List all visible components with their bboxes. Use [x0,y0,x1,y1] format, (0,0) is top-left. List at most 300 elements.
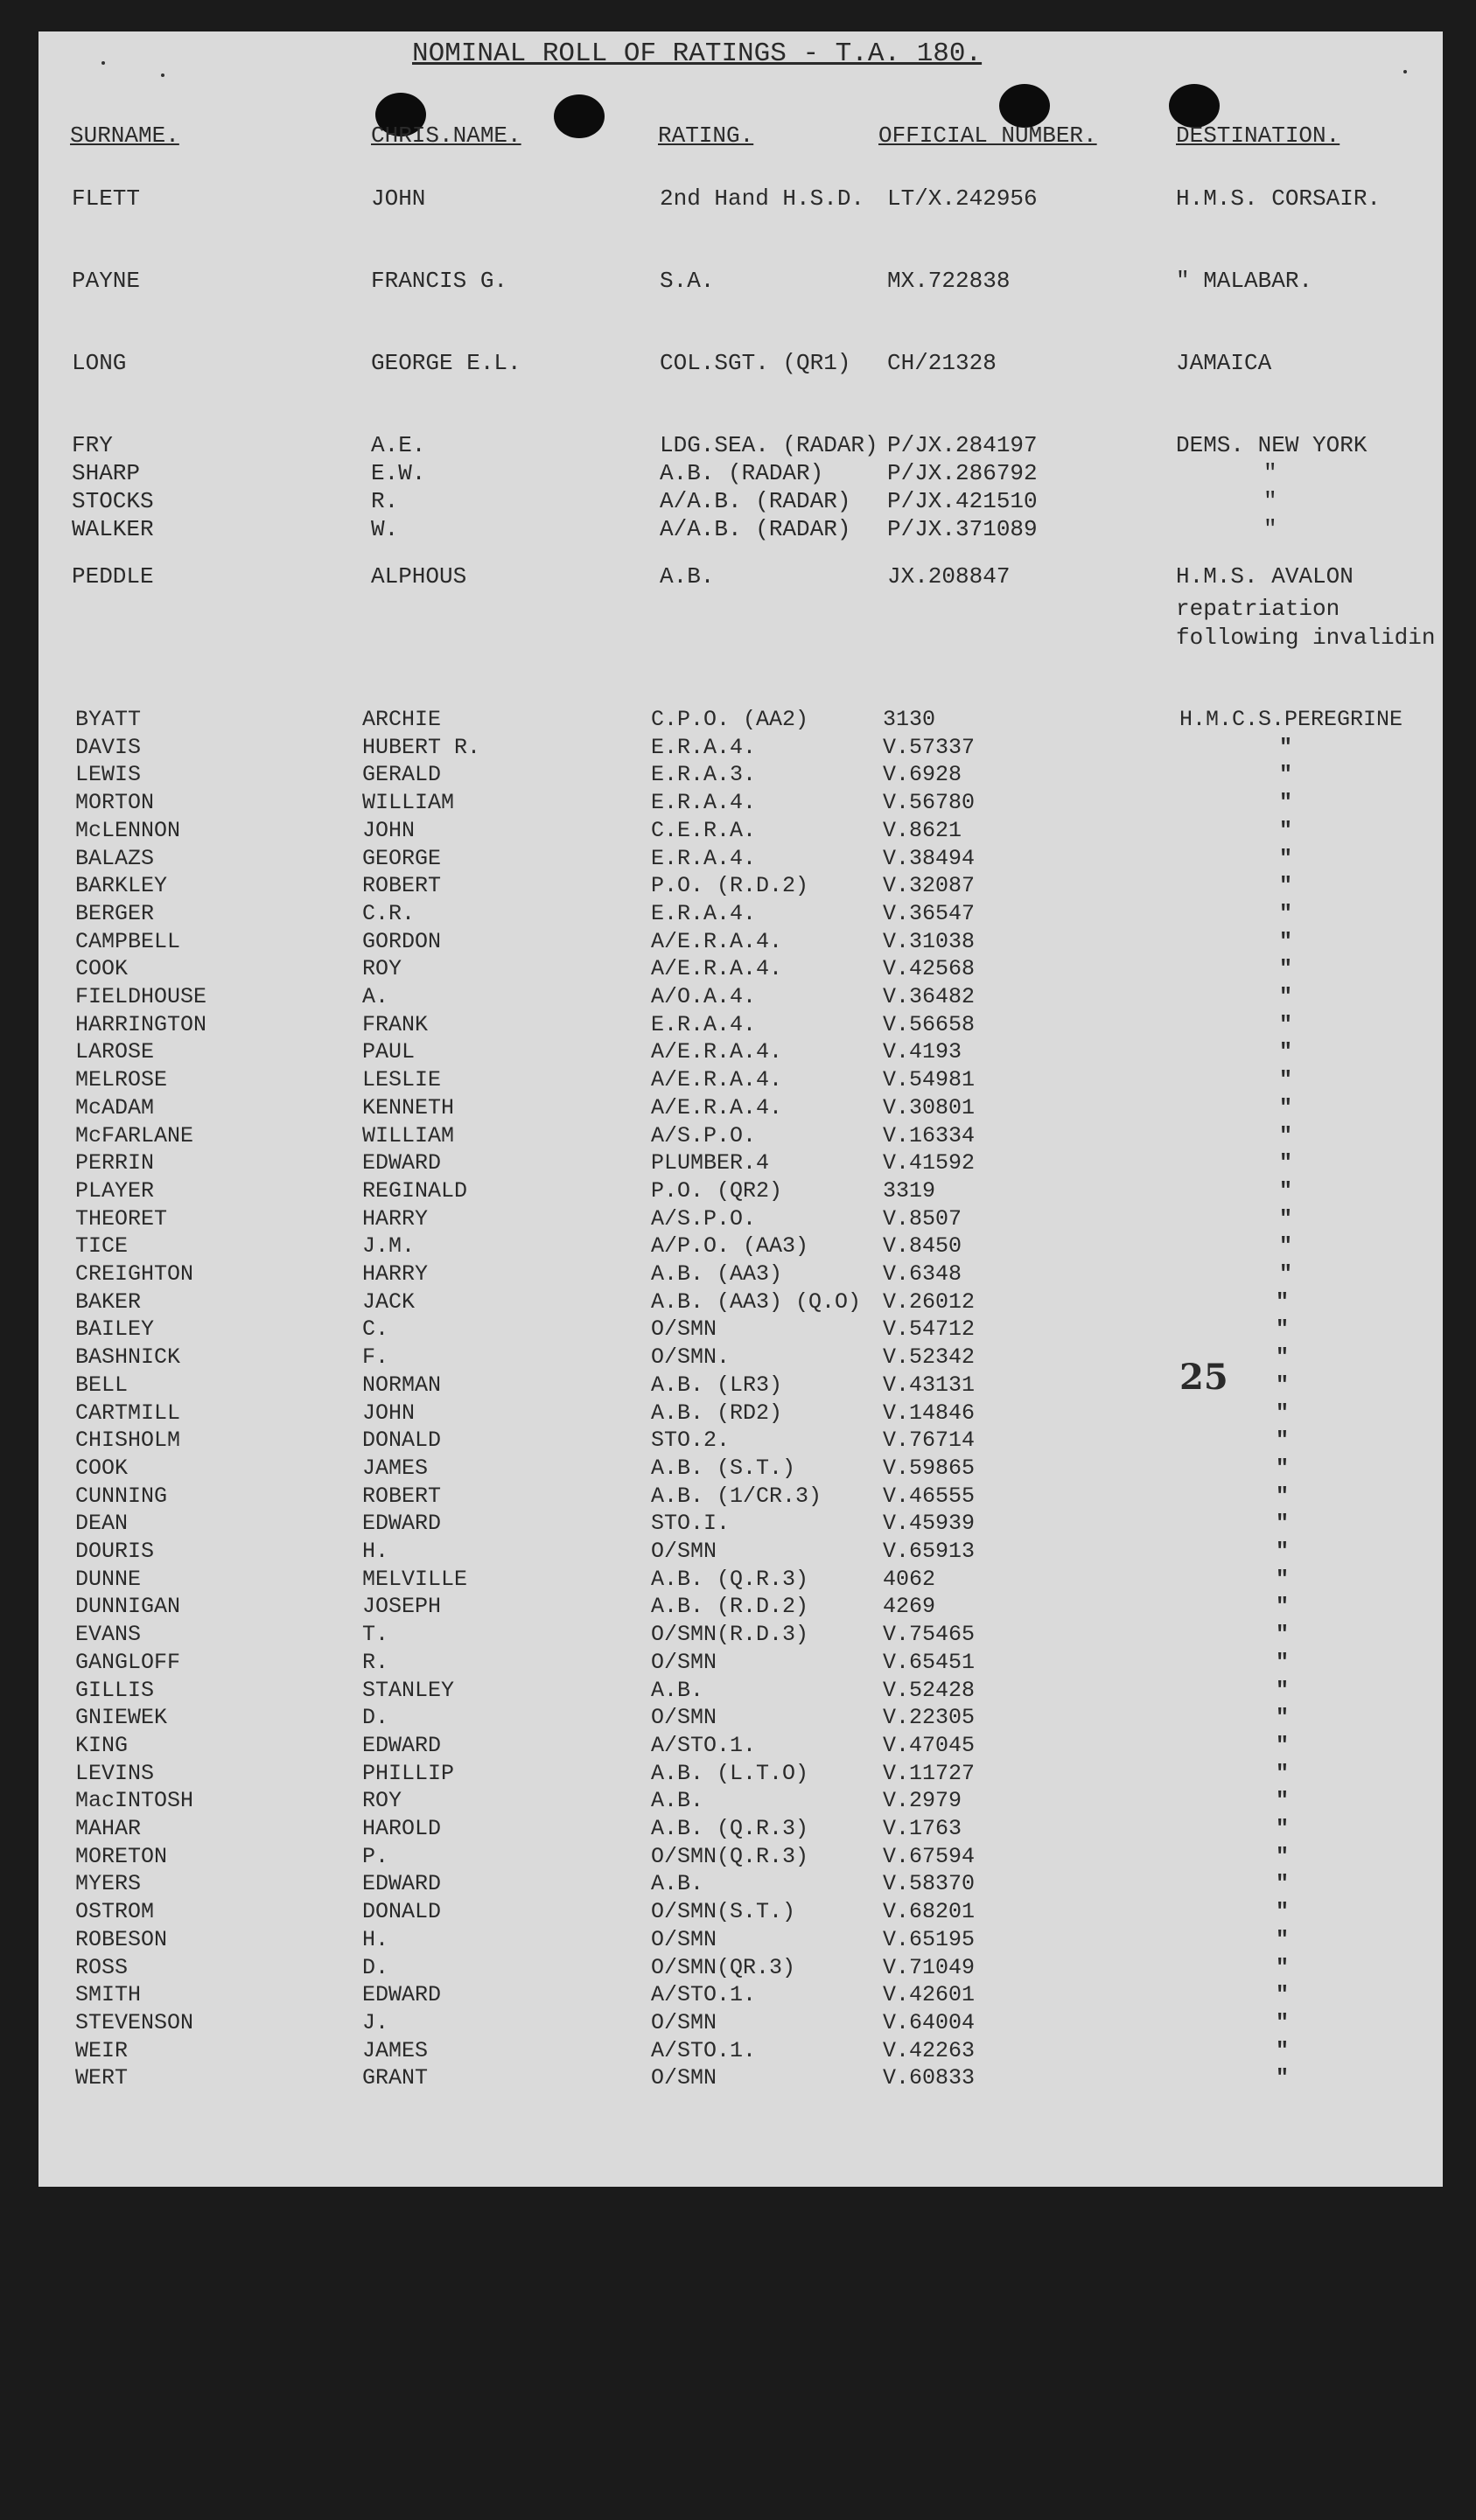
surname-cell: STEVENSON [75,2010,194,2035]
ditto-mark: " [1276,1844,1290,1869]
rating-cell: P.O. (R.D.2) [651,873,809,898]
surname-cell: PLAYER [75,1178,155,1204]
surname-cell: MAHAR [75,1816,142,1841]
surname-cell: PAYNE [72,268,141,294]
document-page [38,31,1443,2187]
surname-cell: GILLIS [75,1678,155,1703]
chris-name-cell: J.M. [362,1233,416,1259]
official-number-cell: V.8450 [883,1233,962,1259]
official-number-cell: V.16334 [883,1123,976,1148]
surname-cell: LONG [72,350,127,376]
chris-name-cell: ROBERT [362,1483,442,1509]
surname-cell: LEVINS [75,1761,155,1786]
rating-cell: A.B. [651,1788,704,1813]
official-number-cell: V.6928 [883,762,962,787]
chris-name-cell: R. [371,488,399,514]
destination-cell: JAMAICA [1176,350,1272,376]
official-number-cell: V.4193 [883,1039,962,1065]
paper-speck [161,73,164,77]
chris-name-cell: ALPHOUS [371,563,467,590]
rating-cell: STO.2. [651,1428,731,1453]
official-number-cell: V.67594 [883,1844,976,1869]
surname-cell: FLETT [72,185,141,212]
official-number-cell: V.75465 [883,1622,976,1647]
destination-cell: H.M.C.S.PEREGRINE [1179,707,1403,732]
surname-cell: CAMPBELL [75,929,181,954]
surname-cell: MacINTOSH [75,1788,194,1813]
rating-cell: A.B. [660,563,715,590]
destination-cell: " [1263,488,1277,514]
rating-cell: O/SMN(S.T.) [651,1899,796,1924]
rating-cell: O/SMN [651,1539,717,1564]
ditto-mark: " [1276,1316,1290,1342]
ditto-mark: " [1276,1567,1290,1592]
chris-name-cell: NORMAN [362,1372,442,1398]
ditto-mark: " [1279,818,1293,843]
rating-cell: A.B. [651,1871,704,1896]
rating-cell: O/SMN [651,2065,717,2091]
rating-cell: O/SMN(Q.R.3) [651,1844,809,1869]
official-number-cell: V.65913 [883,1539,976,1564]
chris-name-cell: ROY [362,956,402,981]
destination-cell: H.M.S. CORSAIR. [1176,185,1382,212]
rating-cell: A.B. (R.D.2) [651,1594,809,1619]
ditto-mark: " [1276,1678,1290,1703]
chris-name-cell: ARCHIE [362,707,442,732]
surname-cell: PEDDLE [72,563,154,590]
surname-cell: CUNNING [75,1483,168,1509]
chris-name-cell: JOHN [362,1400,416,1426]
punch-hole [999,84,1050,128]
ditto-mark: " [1276,1455,1290,1481]
ditto-mark: " [1279,901,1293,926]
official-number-cell: V.6348 [883,1261,962,1287]
official-number-cell: V.47045 [883,1733,976,1758]
ditto-mark: " [1276,1428,1290,1453]
rating-cell: A.B. (L.T.O) [651,1761,809,1786]
rating-cell: A/A.B. (RADAR) [660,488,851,514]
official-number-cell: V.52428 [883,1678,976,1703]
chris-name-cell: HAROLD [362,1816,442,1841]
rating-cell: O/SMN [651,1316,717,1342]
ditto-mark: " [1276,1816,1290,1841]
rating-cell: A.B. (S.T.) [651,1455,796,1481]
chris-name-cell: R. [362,1650,389,1675]
ditto-mark: " [1279,1150,1293,1176]
destination-cell: DEMS. NEW YORK [1176,432,1368,458]
rating-cell: A/E.R.A.4. [651,929,783,954]
rating-cell: A/E.R.A.4. [651,1039,783,1065]
official-number-cell: V.56780 [883,790,976,815]
chris-name-cell: JOHN [362,818,416,843]
rating-cell: A/E.R.A.4. [651,1067,783,1092]
surname-cell: CHISHOLM [75,1428,181,1453]
rating-cell: COL.SGT. (QR1) [660,350,851,376]
destination-cell: " [1263,460,1277,486]
rating-cell: A/S.P.O. [651,1206,757,1232]
chris-name-cell: D. [362,1955,389,1980]
ditto-mark: " [1279,1233,1293,1259]
official-number-cell: V.46555 [883,1483,976,1509]
destination-cell: H.M.S. AVALON [1176,563,1354,590]
punch-hole [554,94,605,138]
chris-name-cell: LESLIE [362,1067,442,1092]
rating-cell: A/A.B. (RADAR) [660,516,851,542]
rating-cell: A.B. (Q.R.3) [651,1816,809,1841]
ditto-mark: " [1279,790,1293,815]
ditto-mark: " [1279,1261,1293,1287]
official-number-cell: V.41592 [883,1150,976,1176]
official-number-cell: 3319 [883,1178,936,1204]
chris-name-cell: P. [362,1844,389,1869]
official-number-cell: CH/21328 [887,350,997,376]
chris-name-cell: EDWARD [362,1871,442,1896]
rating-cell: E.R.A.4. [651,735,757,760]
rating-cell: A.B. (AA3) (Q.O) [651,1289,862,1315]
ditto-mark: " [1279,1178,1293,1204]
column-header-destination: DESTINATION. [1176,122,1340,149]
official-number-cell: V.58370 [883,1871,976,1896]
surname-cell: ROSS [75,1955,129,1980]
chris-name-cell: GEORGE E.L. [371,350,521,376]
ditto-mark: " [1276,1733,1290,1758]
official-number-cell: V.57337 [883,735,976,760]
surname-cell: BASHNICK [75,1344,181,1370]
ditto-mark: " [1276,1788,1290,1813]
official-number-cell: V.22305 [883,1705,976,1730]
surname-cell: SHARP [72,460,141,486]
rating-cell: O/SMN [651,2010,717,2035]
official-number-cell: 4062 [883,1567,936,1592]
document-title: NOMINAL ROLL OF RATINGS - T.A. 180. [412,38,983,69]
official-number-cell: V.32087 [883,873,976,898]
official-number-cell: P/JX.286792 [887,460,1038,486]
rating-cell: O/SMN [651,1927,717,1952]
paper-speck [101,61,105,65]
chris-name-cell: C. [362,1316,389,1342]
chris-name-cell: JOHN [371,185,426,212]
chris-name-cell: WILLIAM [362,1123,455,1148]
ditto-mark: " [1276,1982,1290,2007]
rating-cell: O/SMN. [651,1344,731,1370]
surname-cell: COOK [75,956,129,981]
official-number-cell: V.43131 [883,1372,976,1398]
ditto-mark: " [1279,1095,1293,1120]
ditto-mark: " [1279,1039,1293,1065]
ditto-mark: " [1276,1400,1290,1426]
official-number-cell: V.42568 [883,956,976,981]
official-number-cell: V.31038 [883,929,976,954]
ditto-mark: " [1276,1955,1290,1980]
official-number-cell: LT/X.242956 [887,185,1038,212]
rating-cell: S.A. [660,268,715,294]
column-header-surname: SURNAME. [70,122,179,149]
surname-cell: SMITH [75,1982,142,2007]
official-number-cell: V.36482 [883,984,976,1009]
rating-cell: E.R.A.3. [651,762,757,787]
official-number-cell: V.36547 [883,901,976,926]
surname-cell: FRY [72,432,113,458]
chris-name-cell: DONALD [362,1428,442,1453]
official-number-cell: P/JX.284197 [887,432,1038,458]
rating-cell: O/SMN [651,1650,717,1675]
surname-cell: STOCKS [72,488,154,514]
surname-cell: McADAM [75,1095,155,1120]
rating-cell: O/SMN(R.D.3) [651,1622,809,1647]
ditto-mark: " [1279,873,1293,898]
chris-name-cell: MELVILLE [362,1567,468,1592]
official-number-cell: 4269 [883,1594,936,1619]
surname-cell: CREIGHTON [75,1261,194,1287]
surname-cell: LAROSE [75,1039,155,1065]
rating-cell: A/E.R.A.4. [651,956,783,981]
surname-cell: BELL [75,1372,129,1398]
chris-name-cell: J. [362,2010,389,2035]
rating-cell: A/E.R.A.4. [651,1095,783,1120]
surname-cell: MELROSE [75,1067,168,1092]
rating-cell: P.O. (QR2) [651,1178,783,1204]
surname-cell: DEAN [75,1511,129,1536]
official-number-cell: V.1763 [883,1816,962,1841]
surname-cell: DAVIS [75,735,142,760]
surname-cell: DOURIS [75,1539,155,1564]
ditto-mark: " [1276,1483,1290,1509]
rating-cell: STO.I. [651,1511,731,1536]
chris-name-cell: H. [362,1927,389,1952]
rating-cell: 2nd Hand H.S.D. [660,185,865,212]
surname-cell: BYATT [75,707,142,732]
official-number-cell: V.56658 [883,1012,976,1037]
surname-cell: PERRIN [75,1150,155,1176]
surname-cell: DUNNIGAN [75,1594,181,1619]
surname-cell: BARKLEY [75,873,168,898]
rating-cell: E.R.A.4. [651,790,757,815]
rating-cell: PLUMBER.4 [651,1150,770,1176]
official-number-cell: V.42601 [883,1982,976,2007]
ditto-mark: " [1276,1289,1290,1315]
surname-cell: BERGER [75,901,155,926]
ditto-mark: " [1279,956,1293,981]
surname-cell: HARRINGTON [75,1012,207,1037]
chris-name-cell: GERALD [362,762,442,787]
official-number-cell: V.71049 [883,1955,976,1980]
official-number-cell: V.14846 [883,1400,976,1426]
chris-name-cell: F. [362,1344,389,1370]
ditto-mark: " [1276,1622,1290,1647]
chris-name-cell: HARRY [362,1206,429,1232]
chris-name-cell: ROBERT [362,873,442,898]
official-number-cell: V.68201 [883,1899,976,1924]
peddle-note-line: following invalidin [1176,625,1436,651]
official-number-cell: V.76714 [883,1428,976,1453]
chris-name-cell: H. [362,1539,389,1564]
rating-cell: A/STO.1. [651,1733,757,1758]
official-number-cell: 3130 [883,707,936,732]
official-number-cell: P/JX.371089 [887,516,1038,542]
ditto-mark: " [1276,1594,1290,1619]
official-number-cell: V.65451 [883,1650,976,1675]
rating-cell: A.B. (AA3) [651,1261,783,1287]
chris-name-cell: D. [362,1705,389,1730]
surname-cell: McFARLANE [75,1123,194,1148]
rating-cell: A.B. (RADAR) [660,460,824,486]
surname-cell: OSTROM [75,1899,155,1924]
official-number-cell: V.26012 [883,1289,976,1315]
chris-name-cell: STANLEY [362,1678,455,1703]
ditto-mark: " [1279,735,1293,760]
surname-cell: McLENNON [75,818,181,843]
rating-cell: A/STO.1. [651,2038,757,2063]
official-number-cell: V.65195 [883,1927,976,1952]
chris-name-cell: JACK [362,1289,416,1315]
surname-cell: GANGLOFF [75,1650,181,1675]
official-number-cell: V.2979 [883,1788,962,1813]
chris-name-cell: DONALD [362,1899,442,1924]
surname-cell: BAKER [75,1289,142,1315]
ditto-mark: " [1279,1123,1293,1148]
surname-cell: COOK [75,1455,129,1481]
ditto-mark: " [1279,1012,1293,1037]
rating-cell: A/P.O. (AA3) [651,1233,809,1259]
paper-speck [1403,70,1407,73]
ditto-mark: " [1276,1761,1290,1786]
chris-name-cell: WILLIAM [362,790,455,815]
chris-name-cell: PAUL [362,1039,416,1065]
surname-cell: THEORET [75,1206,168,1232]
chris-name-cell: A. [362,984,389,1009]
rating-cell: A.B. (RD2) [651,1400,783,1426]
surname-cell: CARTMILL [75,1400,181,1426]
surname-cell: FIELDHOUSE [75,984,207,1009]
rating-cell: O/SMN(QR.3) [651,1955,796,1980]
ditto-mark: " [1279,762,1293,787]
punch-hole [1169,84,1220,128]
rating-cell: A.B. (1/CR.3) [651,1483,822,1509]
chris-name-cell: KENNETH [362,1095,455,1120]
official-number-cell: V.30801 [883,1095,976,1120]
rating-cell: C.E.R.A. [651,818,757,843]
rating-cell: E.R.A.4. [651,901,757,926]
official-number-cell: V.54981 [883,1067,976,1092]
destination-cell: " [1263,516,1277,542]
chris-name-cell: FRANK [362,1012,429,1037]
ditto-mark: " [1279,929,1293,954]
ditto-mark: " [1276,1372,1290,1398]
chris-name-cell: ROY [362,1788,402,1813]
chris-name-cell: FRANCIS G. [371,268,508,294]
surname-cell: WERT [75,2065,129,2091]
ditto-mark: " [1276,2010,1290,2035]
surname-cell: BALAZS [75,846,155,871]
rating-cell: E.R.A.4. [651,1012,757,1037]
surname-cell: MORETON [75,1844,168,1869]
surname-cell: ROBESON [75,1927,168,1952]
official-number-cell: V.60833 [883,2065,976,2091]
chris-name-cell: E.W. [371,460,426,486]
surname-cell: WEIR [75,2038,129,2063]
surname-cell: GNIEWEK [75,1705,168,1730]
chris-name-cell: JOSEPH [362,1594,442,1619]
rating-cell: A/O.A.4. [651,984,757,1009]
ditto-mark: " [1276,1539,1290,1564]
chris-name-cell: JAMES [362,2038,429,2063]
surname-cell: EVANS [75,1622,142,1647]
ditto-mark: " [1276,1705,1290,1730]
rating-cell: LDG.SEA. (RADAR) [660,432,878,458]
chris-name-cell: EDWARD [362,1150,442,1176]
chris-name-cell: GRANT [362,2065,429,2091]
ditto-mark: " [1279,1067,1293,1092]
official-number-cell: V.54712 [883,1316,976,1342]
peddle-note-line: repatriation [1176,596,1340,622]
destination-cell: " MALABAR. [1176,268,1313,294]
ditto-mark: " [1276,1344,1290,1370]
chris-name-cell: JAMES [362,1455,429,1481]
rating-cell: A/S.P.O. [651,1123,757,1148]
official-number-cell: V.8621 [883,818,962,843]
surname-cell: WALKER [72,516,154,542]
column-header-chris-name: CHRIS.NAME. [371,122,521,149]
chris-name-cell: HARRY [362,1261,429,1287]
surname-cell: LEWIS [75,762,142,787]
ditto-mark: " [1276,2038,1290,2063]
rating-cell: A.B. [651,1678,704,1703]
rating-cell: A/STO.1. [651,1982,757,2007]
chris-name-cell: A.E. [371,432,426,458]
chris-name-cell: T. [362,1622,389,1647]
official-number-cell: V.52342 [883,1344,976,1370]
chris-name-cell: HUBERT R. [362,735,481,760]
chris-name-cell: EDWARD [362,1733,442,1758]
ditto-mark: " [1276,1899,1290,1924]
rating-cell: C.P.O. (AA2) [651,707,809,732]
ditto-mark: " [1276,2065,1290,2091]
official-number-cell: V.59865 [883,1455,976,1481]
chris-name-cell: PHILLIP [362,1761,455,1786]
rating-cell: E.R.A.4. [651,846,757,871]
rating-cell: A.B. (Q.R.3) [651,1567,809,1592]
ditto-mark: " [1276,1650,1290,1675]
official-number-cell: V.42263 [883,2038,976,2063]
surname-cell: KING [75,1733,129,1758]
official-number-cell: V.11727 [883,1761,976,1786]
ditto-mark: " [1279,1206,1293,1232]
official-number-cell: V.45939 [883,1511,976,1536]
chris-name-cell: GORDON [362,929,442,954]
chris-name-cell: REGINALD [362,1178,468,1204]
rating-cell: O/SMN [651,1705,717,1730]
surname-cell: DUNNE [75,1567,142,1592]
chris-name-cell: EDWARD [362,1982,442,2007]
column-header-official-number: OFFICIAL NUMBER. [878,122,1097,149]
surname-cell: TICE [75,1233,129,1259]
ditto-mark: " [1276,1511,1290,1536]
official-number-cell: MX.722838 [887,268,1011,294]
chris-name-cell: C.R. [362,901,416,926]
official-number-cell: V.38494 [883,846,976,871]
column-header-rating: RATING. [658,122,754,149]
official-number-cell: V.64004 [883,2010,976,2035]
surname-cell: BAILEY [75,1316,155,1342]
ditto-mark: " [1276,1927,1290,1952]
ditto-mark: " [1276,1871,1290,1896]
chris-name-cell: GEORGE [362,846,442,871]
official-number-cell: V.8507 [883,1206,962,1232]
ditto-mark: " [1279,984,1293,1009]
chris-name-cell: W. [371,516,399,542]
ditto-mark: " [1279,846,1293,871]
official-number-cell: P/JX.421510 [887,488,1038,514]
